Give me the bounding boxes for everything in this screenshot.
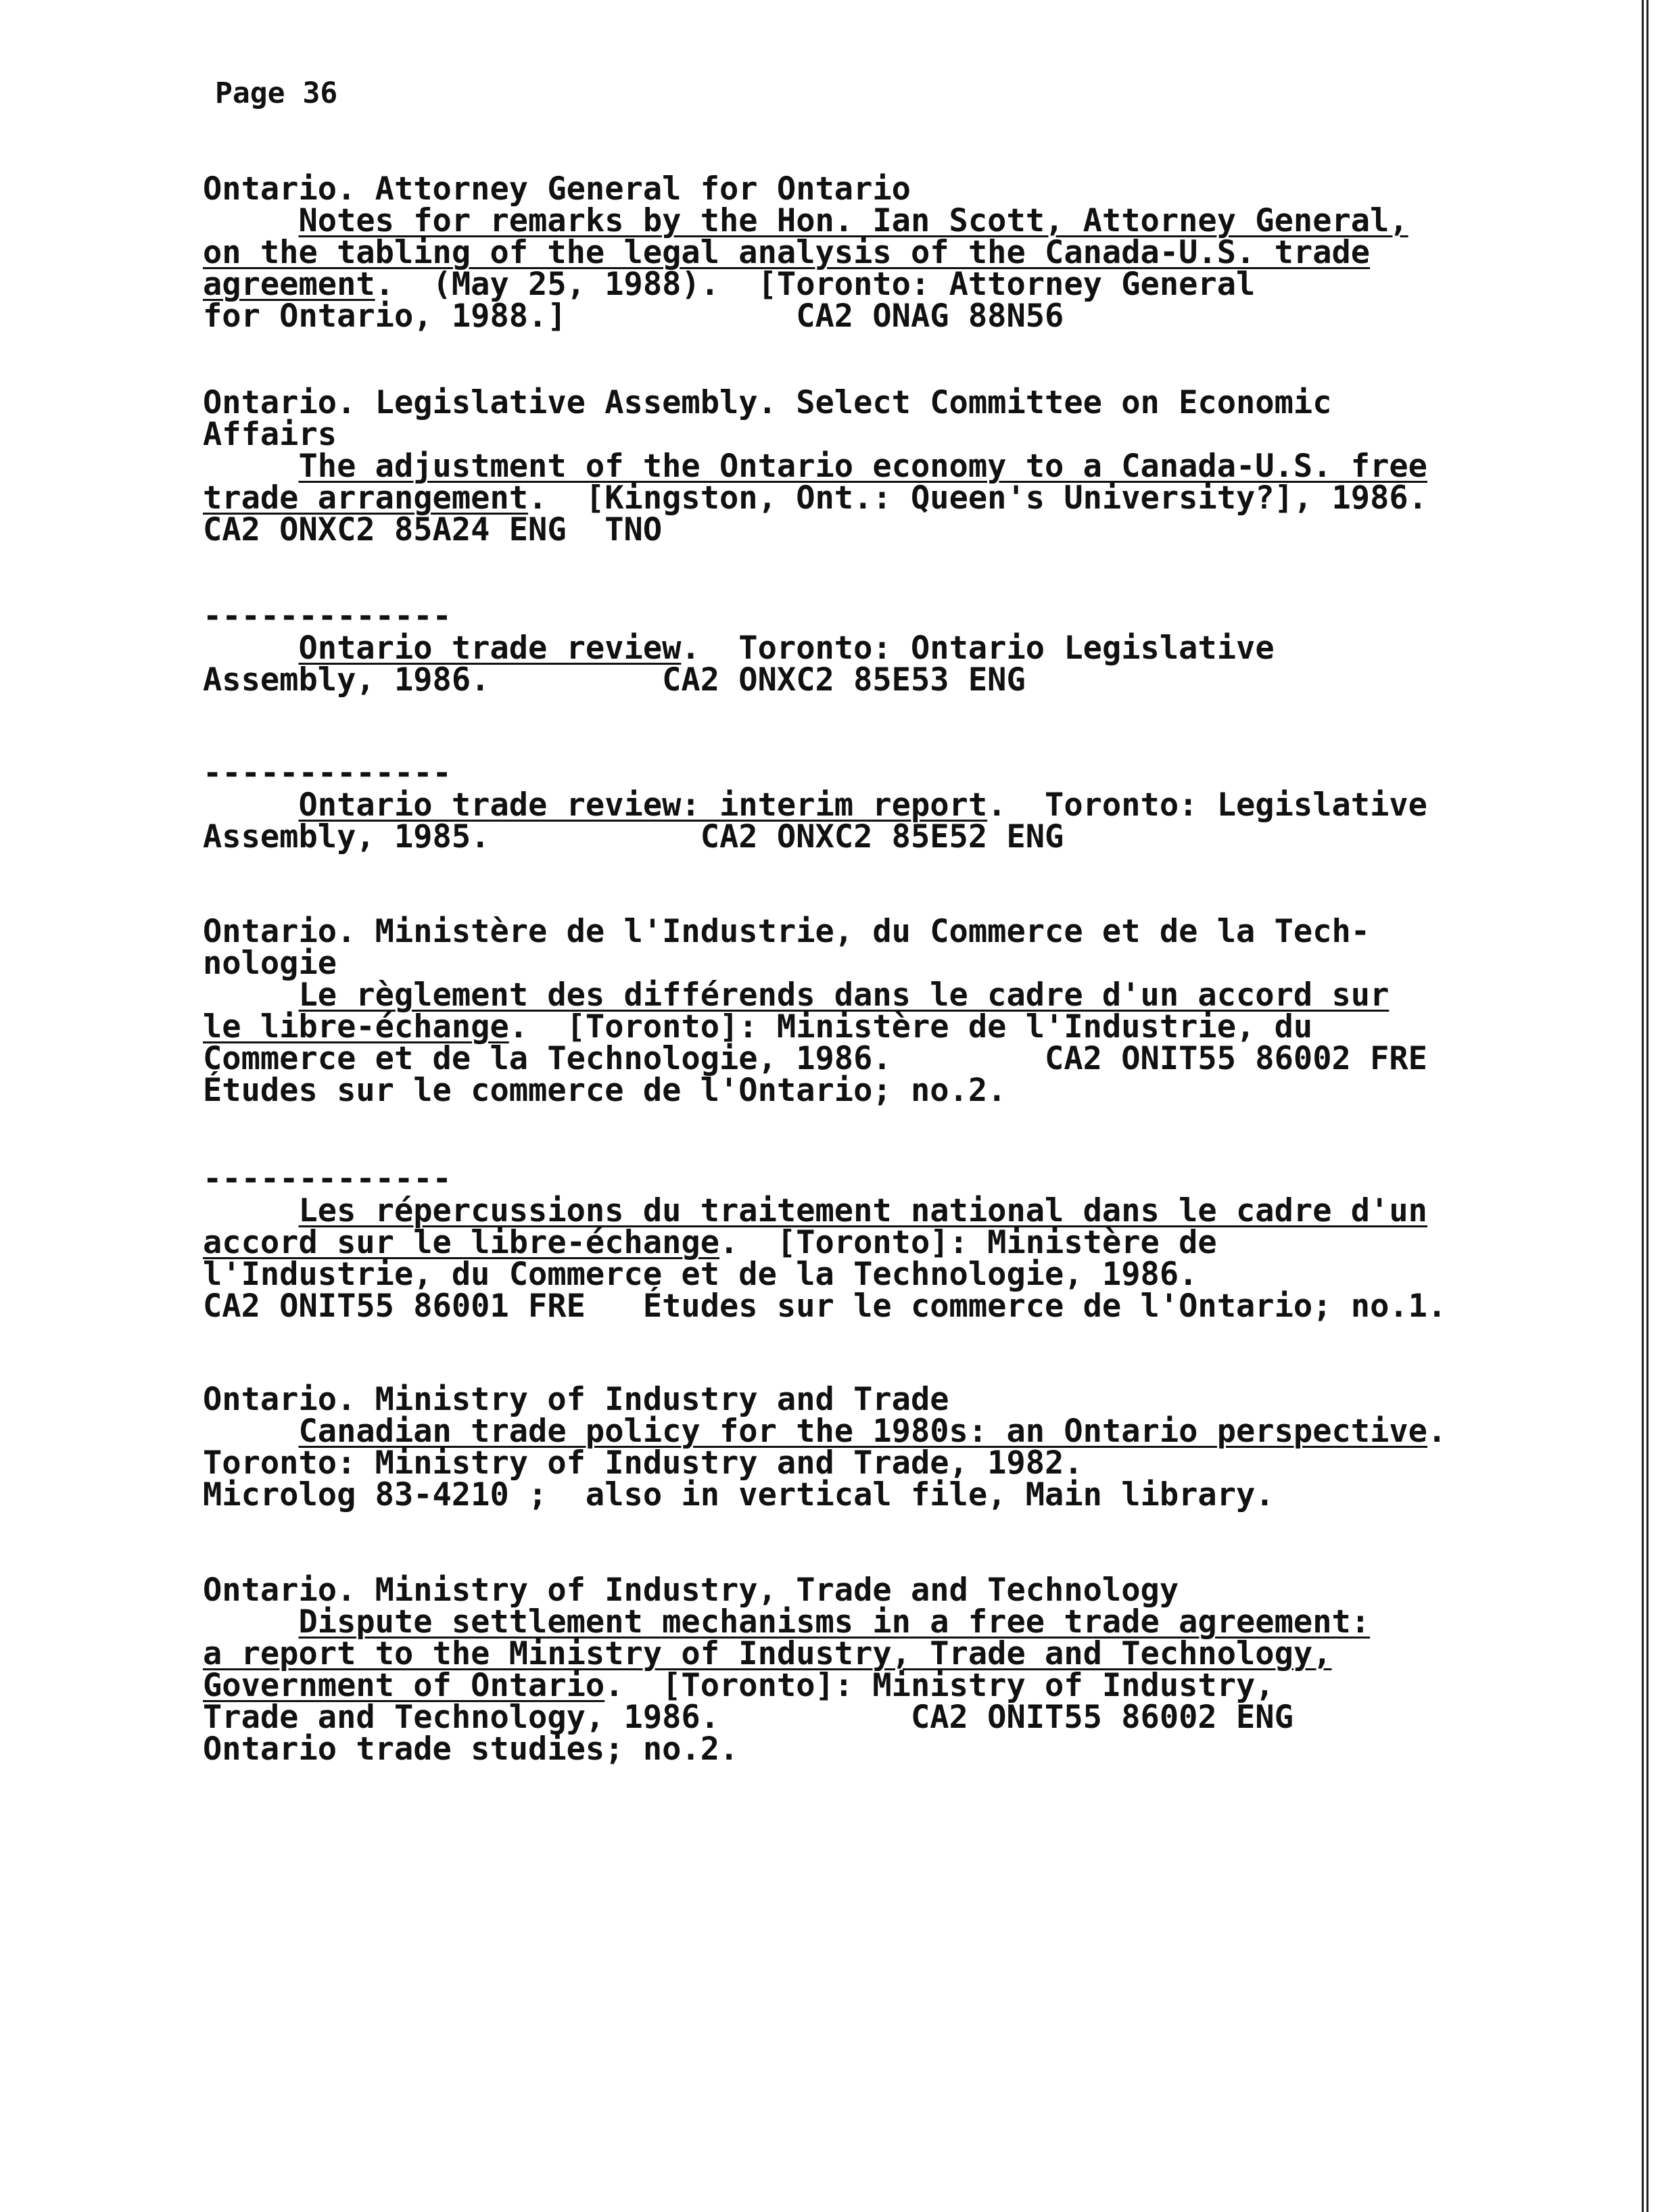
entry-line (203, 1476, 1569, 1513)
title-text: accord sur le libre-échange (203, 1224, 720, 1261)
page-number: Page 36 (215, 76, 338, 110)
entry-line (203, 913, 1569, 950)
citation-text: Ontario. Legislative Assembly. Select Committee on Economic (203, 384, 1332, 421)
entry-line (203, 1008, 1569, 1045)
bibliography-entry (203, 1381, 1569, 1513)
page-edge-border (1642, 0, 1648, 2212)
bibliography-entry (203, 170, 1569, 335)
title-text: a report to the Ministry of Industry, Trade and Technology, (203, 1635, 1332, 1672)
citation-text: ------------- (203, 755, 452, 792)
citation-text: Ontario. Ministry of Industry, Trade and Technology (203, 1572, 1179, 1609)
entry-line (203, 818, 1569, 855)
entry-line (203, 1040, 1569, 1077)
entry-line (203, 976, 1569, 1014)
entry-line (203, 448, 1569, 485)
entry-line (203, 1572, 1569, 1609)
citation-text: Études sur le commerce de l'Ontario; no.2. (203, 1072, 1007, 1109)
title-text: Dispute settlement mechanisms in a free trade agreement: (298, 1603, 1371, 1641)
bibliography-entry (203, 757, 1569, 853)
entry-line (203, 479, 1569, 517)
entry-line (203, 1635, 1569, 1672)
citation-text: for Ontario, 1988.] CA2 ONAG 88N56 (203, 298, 1064, 335)
entry-line (203, 1444, 1569, 1482)
citation-text: Ontario. Attorney General for Ontario (203, 170, 911, 208)
entry-line (203, 384, 1569, 421)
citation-text: Ontario trade studies; no.2. (203, 1731, 739, 1768)
bibliography-entry (203, 384, 1569, 548)
title-text: Canadian trade policy for the 1980s: an Ontario perspective (298, 1413, 1427, 1450)
bibliography-entry (203, 913, 1569, 1109)
citation-text: nologie (203, 945, 337, 982)
entry-line (203, 1160, 1569, 1198)
entry-line (203, 661, 1569, 699)
citation-text: ------------- (203, 598, 452, 635)
entry-line (203, 1256, 1569, 1293)
entry-line (203, 945, 1569, 982)
entry-line (203, 1603, 1569, 1641)
title-text: Le règlement des différends dans le cadre d'un accord sur (298, 976, 1390, 1014)
citation-text: . Toronto: Ontario Legislative (681, 630, 1275, 667)
citation-text: Affairs (203, 416, 337, 453)
entry-line (203, 1192, 1569, 1229)
entry-line (203, 298, 1569, 335)
citation-text: ------------- (203, 1160, 452, 1198)
citation-text: Trade and Technology, 1986. CA2 ONIT55 86002 ENG (203, 1699, 1293, 1736)
entry-line (203, 511, 1569, 548)
citation-text: . [Kingston, Ont.: Queen's University?], 1986. (528, 479, 1427, 517)
title-text: agreement (203, 266, 375, 303)
entry-line (203, 1224, 1569, 1261)
citation-text: l'Industrie, du Commerce et de la Technologie, 1986. (203, 1256, 1198, 1293)
citation-text: CA2 ONXC2 85A24 ENG TNO (203, 511, 663, 548)
entry-line (203, 416, 1569, 453)
entry-line (203, 1667, 1569, 1704)
entry-line (203, 755, 1569, 792)
citation-text: Microlog 83-4210 ; also in vertical file, Main library. (203, 1476, 1275, 1513)
title-text: le libre-échange (203, 1008, 509, 1045)
entry-line (203, 1381, 1569, 1418)
title-text: trade arrangement (203, 479, 529, 517)
citation-text: Assembly, 1985. CA2 ONXC2 85E52 ENG (203, 818, 1064, 855)
citation-text: Assembly, 1986. CA2 ONXC2 85E53 ENG (203, 661, 1026, 699)
bibliography-entry (203, 1572, 1569, 1768)
citation-text: Ontario. Ministry of Industry and Trade (203, 1381, 949, 1418)
title-text: on the tabling of the legal analysis of the Canada-U.S. trade (203, 234, 1371, 271)
entry-line (203, 1413, 1569, 1450)
citation-text: . (1427, 1413, 1447, 1450)
citation-text: Ontario. Ministère de l'Industrie, du Commerce et de la Tech- (203, 913, 1371, 950)
citation-text: . (May 25, 1988). [Toronto: Attorney General (375, 266, 1256, 303)
title-text: Government of Ontario (203, 1667, 605, 1704)
citation-text: . [Toronto]: Ministère de l'Industrie, du (508, 1008, 1313, 1045)
entry-line (203, 234, 1569, 271)
entry-line (203, 170, 1569, 208)
entry-line (203, 202, 1569, 239)
entry-line (203, 630, 1569, 667)
title-text: Les répercussions du traitement national dans le cadre d'un (298, 1192, 1427, 1229)
entry-line (203, 1288, 1569, 1325)
citation-text: CA2 ONIT55 86001 FRE Études sur le commerce de l'Ontario; no.1. (203, 1288, 1447, 1325)
bibliography-entry (203, 1160, 1569, 1325)
title-text: Ontario trade review: interim report (298, 786, 988, 824)
title-text: Ontario trade review (298, 630, 682, 667)
entry-line (203, 786, 1569, 824)
entry-line (203, 598, 1569, 635)
entry-line (203, 1072, 1569, 1109)
entry-line (203, 266, 1569, 303)
citation-text: Toronto: Ministry of Industry and Trade, 1982. (203, 1444, 1083, 1482)
entry-line (203, 1699, 1569, 1736)
citation-text: . [Toronto]: Ministère de (719, 1224, 1217, 1261)
title-text: Notes for remarks by the Hon. Ian Scott, Attorney General, (298, 202, 1408, 239)
entry-line (203, 1731, 1569, 1768)
citation-text: Commerce et de la Technologie, 1986. CA2 ONIT55 86002 FRE (203, 1040, 1427, 1077)
citation-text: . [Toronto]: Ministry of Industry, (604, 1667, 1275, 1704)
title-text: The adjustment of the Ontario economy to a Canada-U.S. free (298, 448, 1427, 485)
bibliography-entry (203, 598, 1569, 699)
citation-text: . Toronto: Legislative (987, 786, 1427, 824)
